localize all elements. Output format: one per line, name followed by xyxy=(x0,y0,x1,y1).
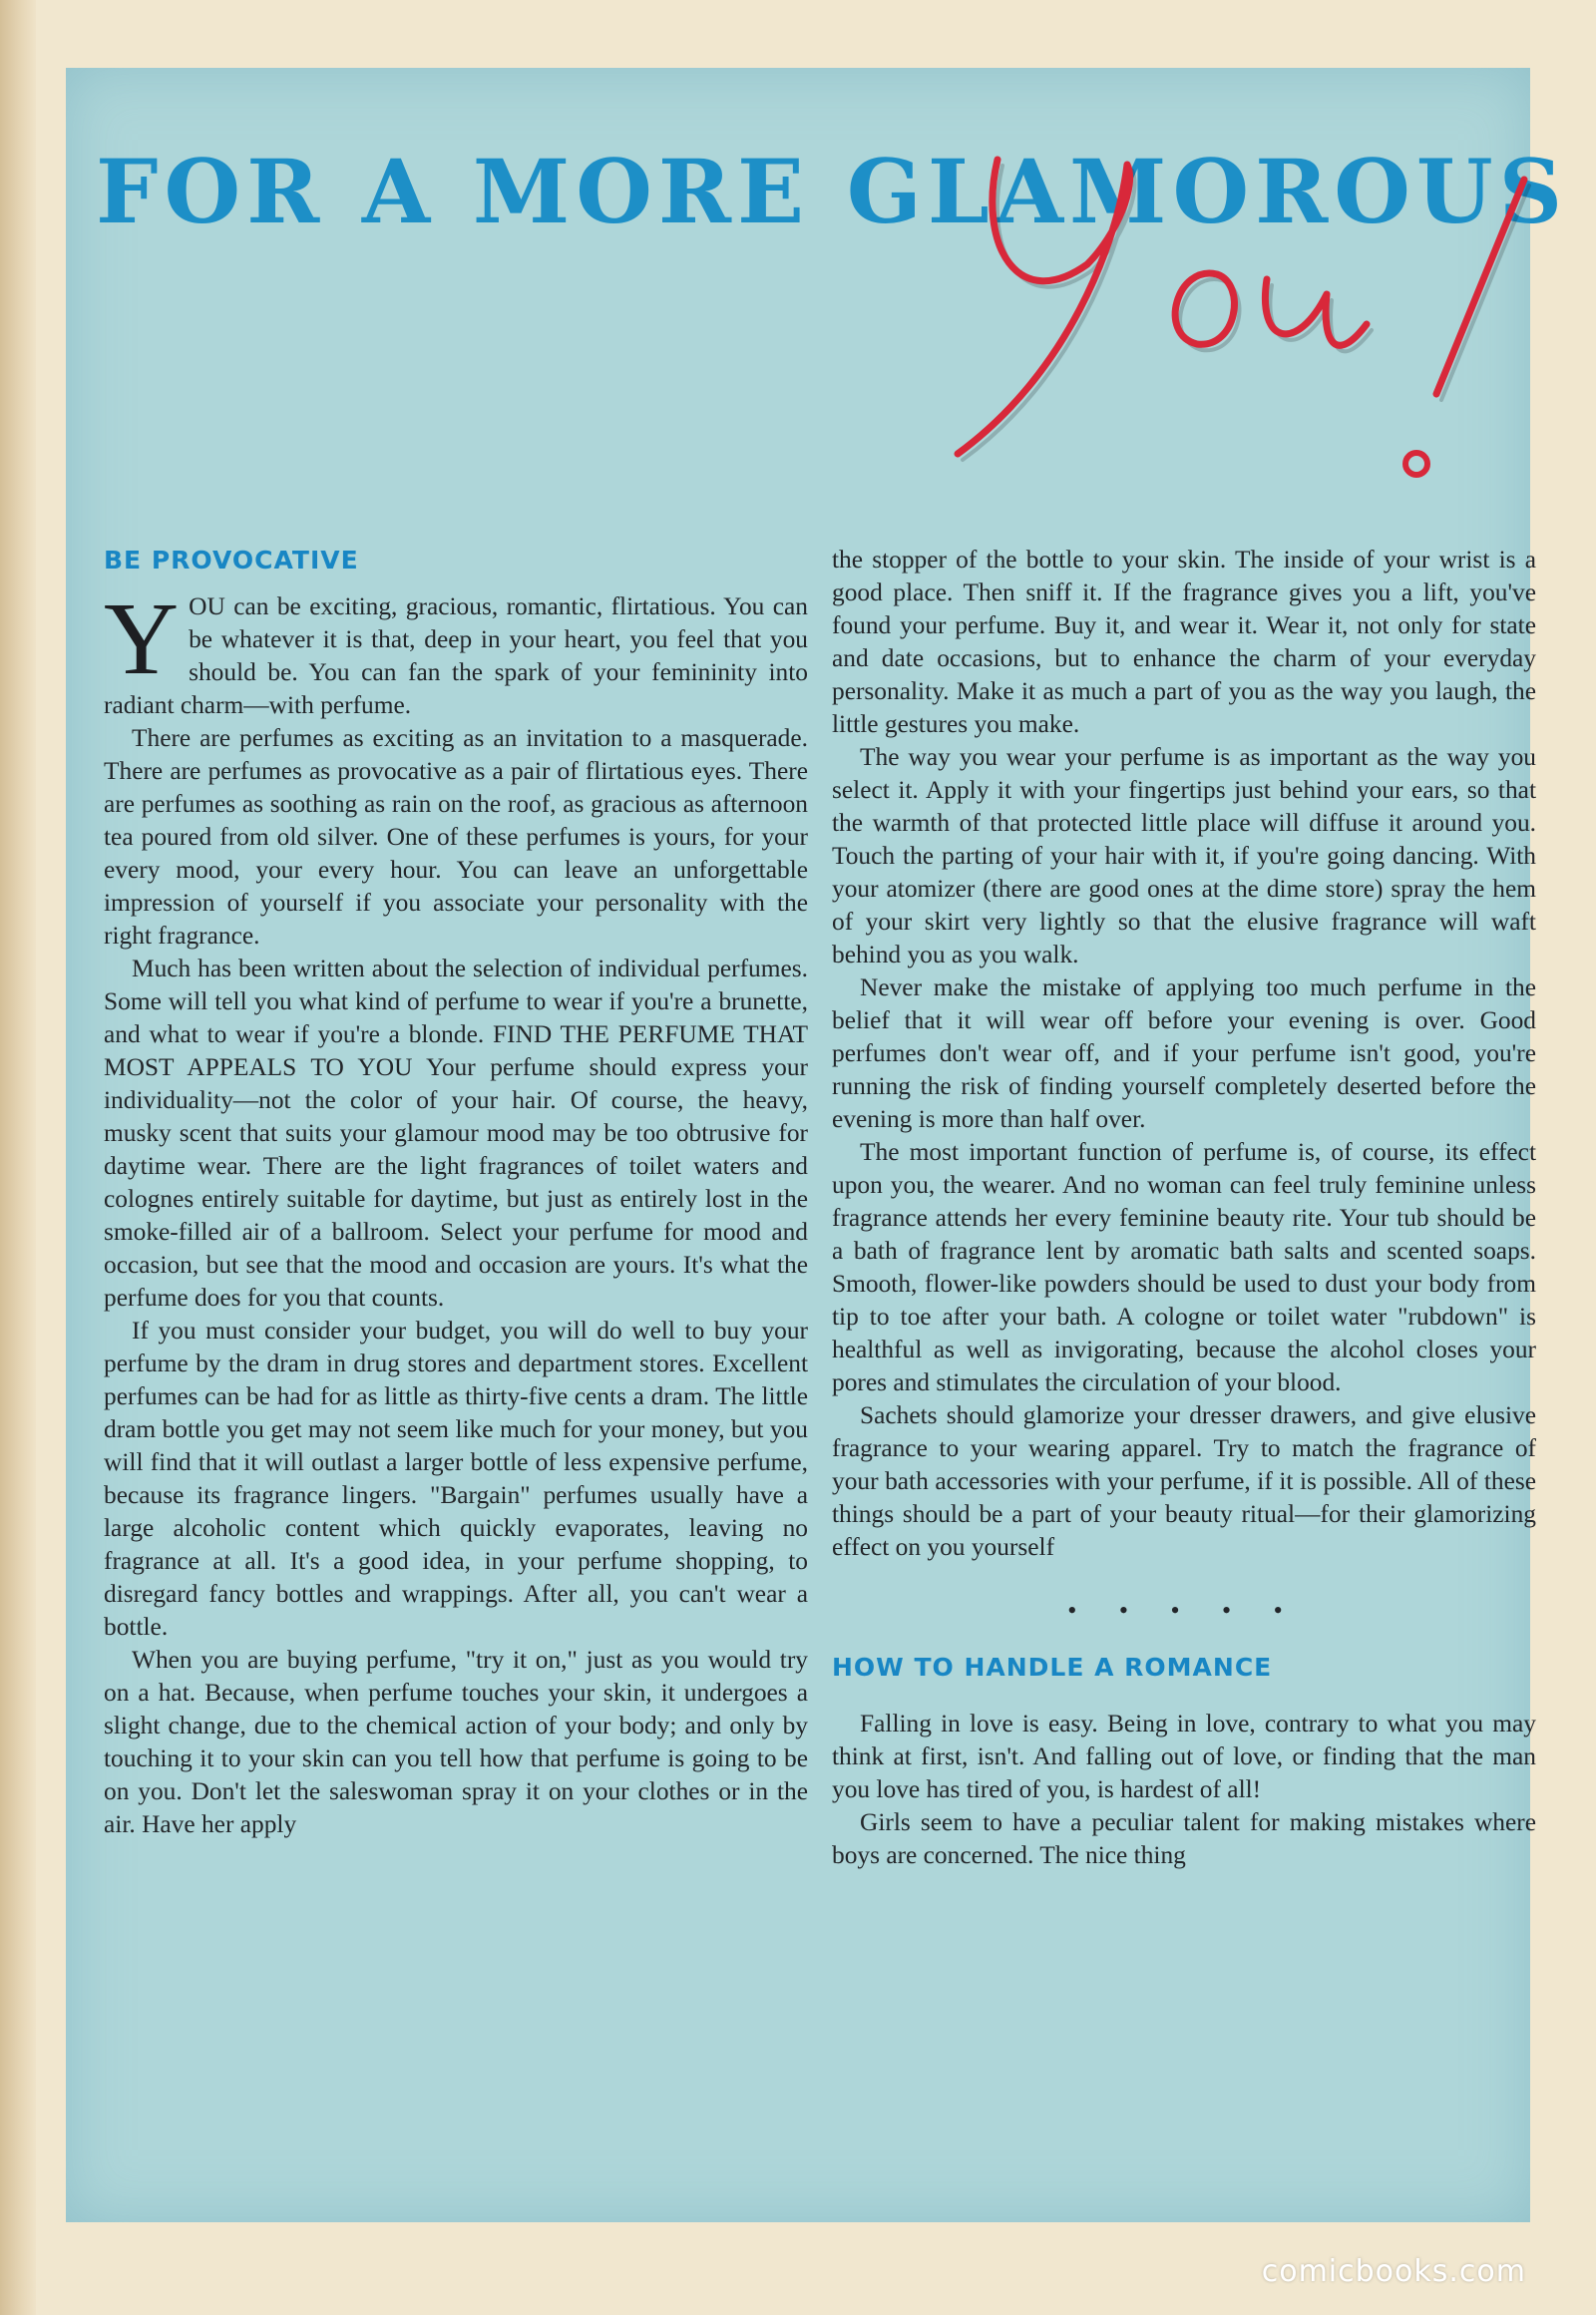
script-you-logo xyxy=(918,125,1536,524)
page-title: FOR A MORE GLAMOROUS xyxy=(96,140,1569,243)
paragraph: Falling in love is easy. Being in love, contrary to what you may think at first, isn't. And falling out of love, or finding that the man you love has tired of you, is hardest of all! xyxy=(832,1710,1536,1803)
right-column xyxy=(832,544,1536,1872)
paragraph: Sachets should glamorize your dresser drawers, and give elusive fragrance to your wearing apparel. Try to match the fragrance of your bath accessories with your perfume, if it is possible. All of these things should be a part of your beauty ritual—for their glamorizing effect on you yourself xyxy=(832,1401,1536,1561)
paragraph: There are perfumes as exciting as an invitation to a masquerade. There are perfumes as provocative as a pair of flirtatious eyes. There are perfumes as soothing as rain on the roof, as gracious as afternoon tea poured from old silver. One of these perfumes is yours, for your every mood, your every hour. You can leave an unforgettable impression of yourself if you associate your personality with the right fragrance. xyxy=(104,724,808,950)
drop-cap: Y xyxy=(104,581,180,696)
paragraph xyxy=(104,581,808,722)
section-heading-be-provocative: BE PROVOCATIVE xyxy=(104,546,359,575)
paragraph: Much has been written about the selection of individual perfumes. Some will tell you what kind of perfume to wear if you're a brunette, and what to wear if you're a blonde. FIND THE PERFUME THAT MOST APPEALS TO YOU Your perfume should express your individuality—not the color of your hair. Of course, the heavy, musky scent that suits your glamour mood may be too obtrusive for daytime wear. There are the light fragrances of toilet waters and colognes entirely suitable for daytime, but just as entirely lost in the smoke-filled air of a ballroom. Select your perfume for mood and occasion, but see that the mood and occasion are yours. It's what the perfume does for you that counts. xyxy=(104,955,808,1312)
site-watermark: comicbooks.com xyxy=(1261,2254,1526,2289)
paragraph: If you must consider your budget, you will do well to buy your perfume by the dram in drug stores and department stores. Excellent perfumes can be had for as little as thirty-five cents a dram. The little dram bottle you get may not seem like much for your money, but you will find that it will outlast a larger bottle of less expensive perfume, because its fragrance lingers. "Bargain" perfumes usually have a large alcoholic content which quickly evaporates, leaving no fragrance at all. It's a good idea, in your perfume shopping, to disregard fancy bottles and wrappings. After all, you can't wear a bottle. xyxy=(104,1317,808,1641)
paragraph: Girls seem to have a peculiar talent for making mistakes where boys are concerned. The nice thing xyxy=(832,1808,1536,1869)
left-column xyxy=(104,544,808,1841)
paragraph: The way you wear your perfume is as important as the way you select it. Apply it with your fingertips just behind your ears, so that the warmth of that protected little place will diffuse it around you. Touch the parting of your hair with it, if you're going dancing. With your atomizer (there are good ones at the dime store) spray the hem of your skirt very lightly so that the elusive fragrance will waft behind you as you walk. xyxy=(832,743,1536,968)
paragraph: Never make the mistake of applying too much perfume in the belief that it will wear off before your evening is over. Good perfumes don't wear off, and if your perfume isn't good, you're running the risk of finding yourself completely deserted before the evening is more than half over. xyxy=(832,973,1536,1133)
paragraph: The most important function of perfume is, of course, its effect upon you, the wearer. And no woman can feel truly feminine unless fragrance attends her every feminine beauty rite. Your tub should be a bath of fragrance lent by aromatic bath salts and scented soaps. Smooth, flower-like powders should be used to dust your body from tip to toe after your bath. A cologne or toilet water "rubdown" is healthful as well as invigorating, because the alcohol closes your pores and stimulates the circulation of your blood. xyxy=(832,1138,1536,1396)
paragraph: When you are buying perfume, "try it on," just as you would try on a hat. Because, when perfume touches your skin, it undergoes a slight change, due to the chemical action of your body; and only by touching it to your skin can you tell how that perfume is going to be on you. Don't let the saleswoman spray it on your clothes or in the air. Have her apply xyxy=(104,1646,808,1838)
page-binding-edge xyxy=(0,0,36,2315)
paragraph-text: OU can be exciting, gracious, romantic, flirtatious. You can be whatever it is that, deep in your heart, you feel that you should be. You can fan the spark of your femininity into radiant charm—with perfume. xyxy=(104,592,808,719)
paragraph: the stopper of the bottle to your skin. The inside of your wrist is a good place. Then sniff it. If the fragrance gives you a lift, you've found your perfume. Buy it, and wear it. Wear it, not only for state and date occasions, but to enhance the charm of your everyday personality. Make it as much a part of you as the way you laugh, the little gestures you make. xyxy=(832,546,1536,738)
section-divider: • • • • • xyxy=(1067,1596,1301,1625)
section-heading-handle-romance: HOW TO HANDLE A ROMANCE xyxy=(832,1653,1273,1682)
